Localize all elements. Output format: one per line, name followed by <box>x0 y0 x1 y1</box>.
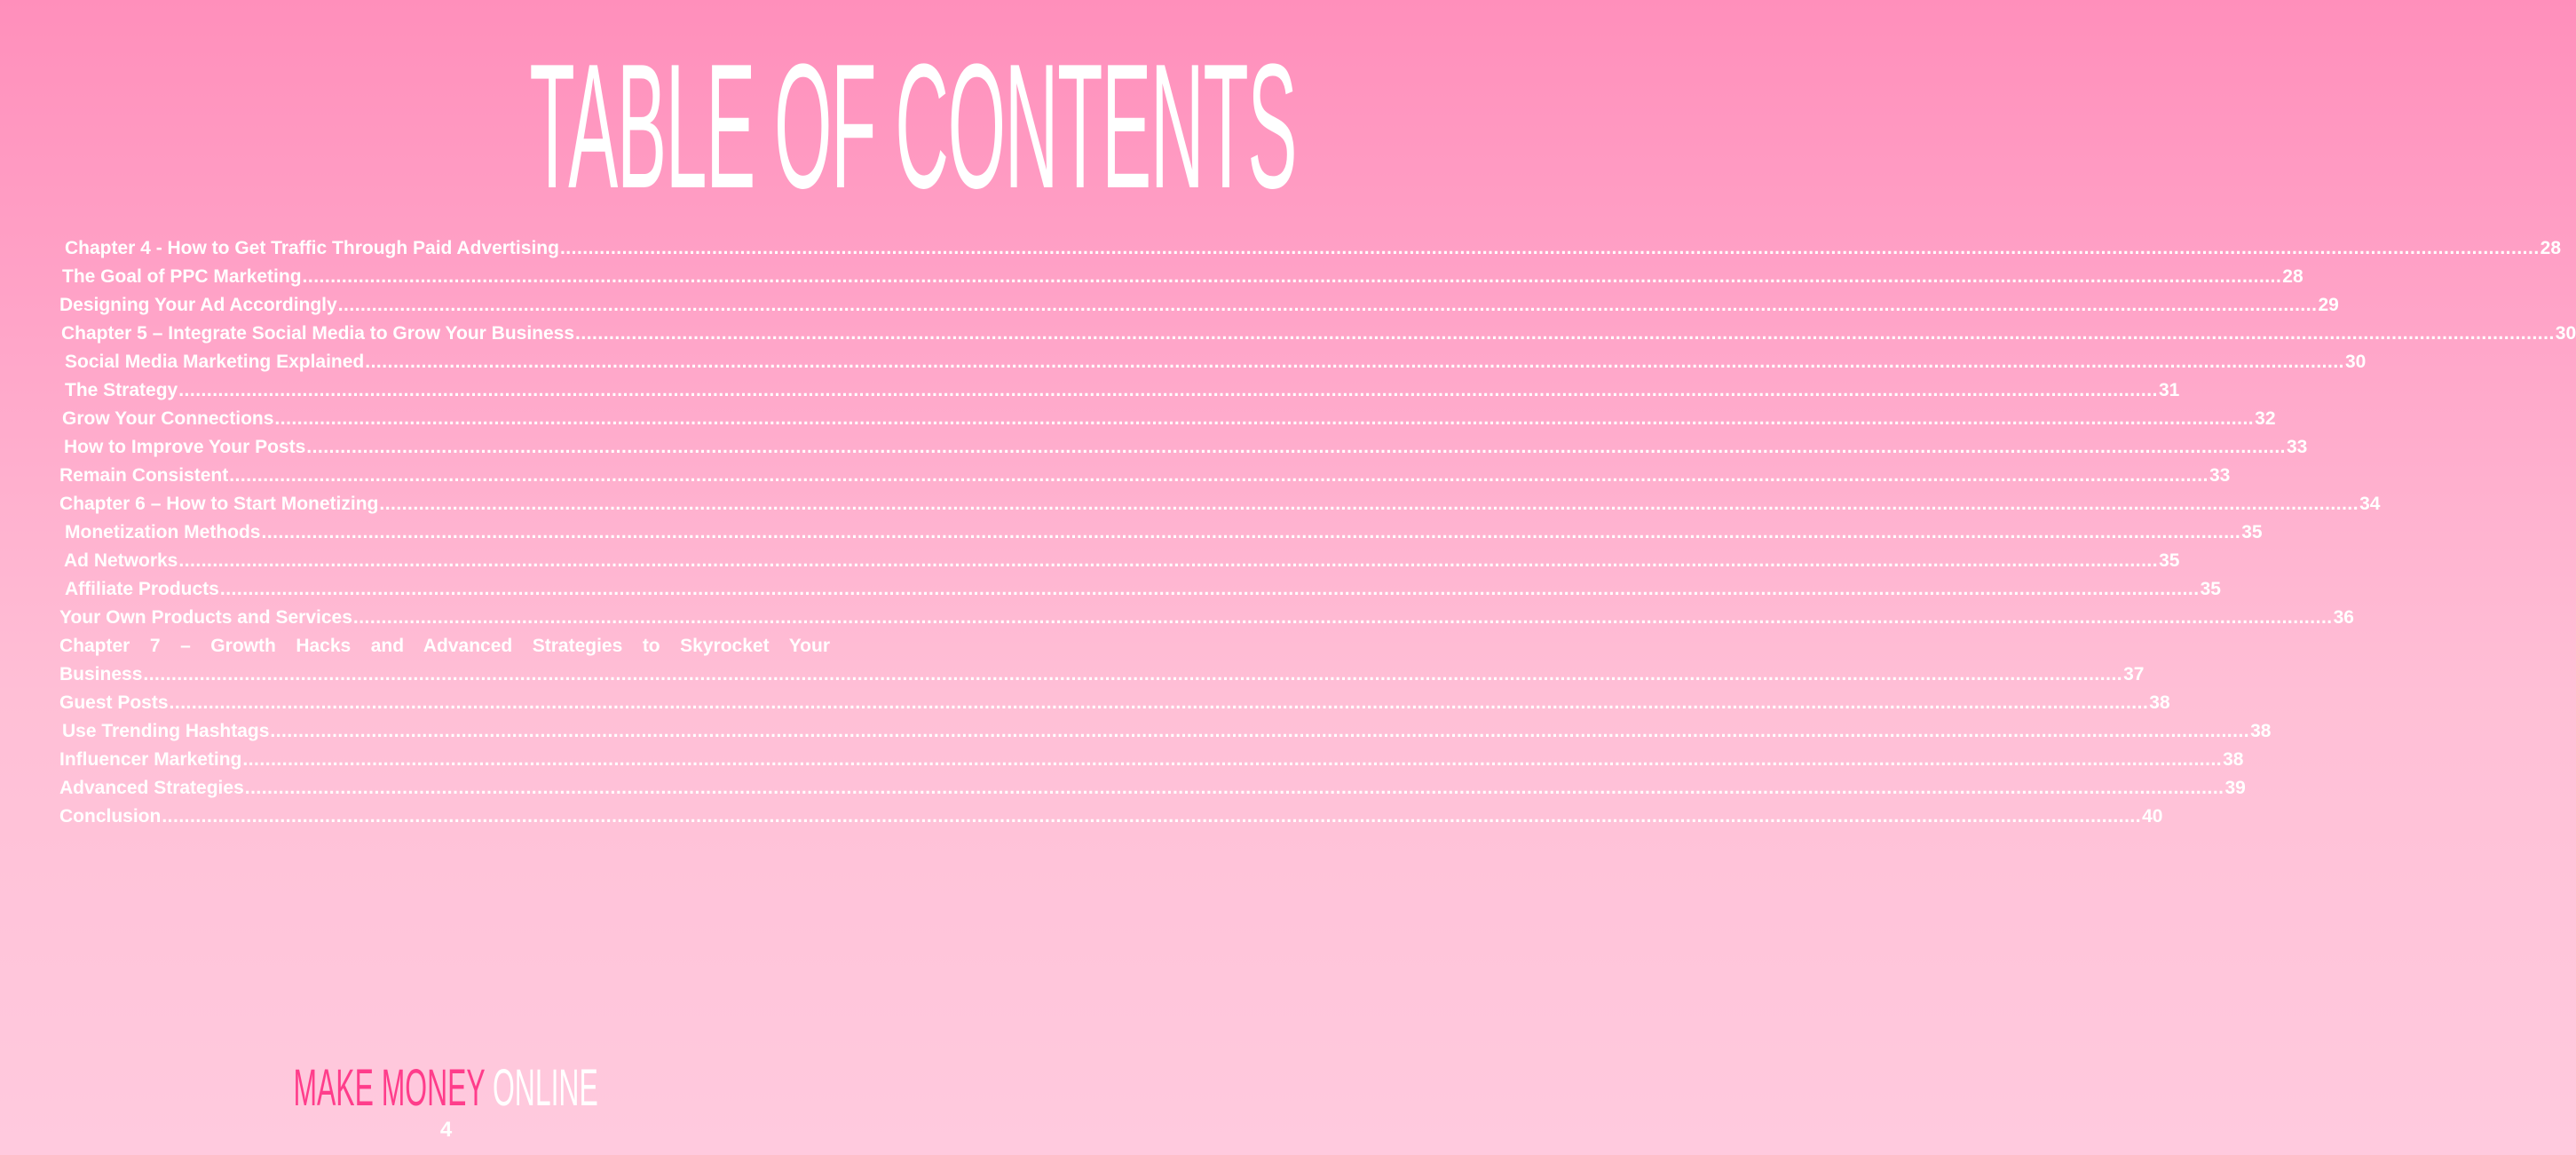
leader-dots <box>261 518 2240 547</box>
toc-entry-page: 35 <box>2159 550 2180 571</box>
toc-entry-page: 40 <box>2142 806 2163 827</box>
toc-entry-page: 35 <box>2200 579 2221 599</box>
toc-entry[interactable] <box>59 632 830 661</box>
toc-entry[interactable] <box>65 234 2562 263</box>
toc-entry-page: 36 <box>2333 607 2354 628</box>
toc-entry-label: Business <box>59 664 143 684</box>
toc-entry-label: Influencer Marketing <box>59 749 242 770</box>
toc-entry-label: Chapter 6 – How to Start Monetizing <box>59 494 379 514</box>
toc-entry[interactable] <box>65 518 2263 547</box>
toc-entry-label: Chapter 4 - How to Get Traffic Through Paid Advertising <box>65 238 559 258</box>
toc-entry-page: 39 <box>2224 778 2246 798</box>
toc-entry-page: 34 <box>2359 494 2381 514</box>
toc-entry-page: 28 <box>2282 266 2303 287</box>
toc-entry[interactable] <box>59 490 2381 518</box>
leader-dots <box>245 774 2224 803</box>
page-number: 4 <box>439 1118 453 1142</box>
toc-entry-label: Social Media Marketing Explained <box>65 352 365 372</box>
toc-entry-page: 29 <box>2318 295 2339 315</box>
toc-entry-page: 33 <box>2209 465 2231 486</box>
toc-entry[interactable] <box>59 462 2231 490</box>
brand-part-2: ONLINE <box>493 1059 599 1117</box>
toc-entry[interactable] <box>62 405 2276 433</box>
toc-entry[interactable] <box>65 348 2367 376</box>
leader-dots <box>560 234 2540 263</box>
toc-entry-page: 30 <box>2345 352 2367 372</box>
leader-dots <box>178 547 2158 575</box>
toc-entry[interactable] <box>64 547 2180 575</box>
toc-entry-label: Affiliate Products <box>65 579 219 599</box>
toc-entry[interactable] <box>59 689 2170 717</box>
toc-entry[interactable] <box>64 433 2308 462</box>
leader-dots <box>575 320 2555 348</box>
leader-dots <box>379 490 2359 518</box>
toc-entry-page: 31 <box>2158 380 2180 400</box>
toc-entry-label: Chapter 7 – Growth Hacks and Advanced Strategies to Skyrocket Your <box>59 636 830 656</box>
leader-dots <box>178 376 2158 405</box>
leader-dots <box>143 661 2122 689</box>
leader-dots <box>353 604 2333 632</box>
toc-entry[interactable] <box>59 774 2246 803</box>
leader-dots <box>242 746 2222 774</box>
toc-entry-label: How to Improve Your Posts <box>64 437 306 457</box>
toc-entry[interactable] <box>65 376 2180 405</box>
toc-entry-label: Advanced Strategies <box>59 778 244 798</box>
brand-part-1: MAKE MONEY <box>293 1059 494 1117</box>
toc-entry[interactable] <box>65 575 2221 604</box>
toc-entry-page: 30 <box>2555 323 2576 344</box>
leader-dots <box>170 689 2149 717</box>
toc-entry-label: Use Trending Hashtags <box>62 721 270 741</box>
toc-entry-page: 33 <box>2287 437 2308 457</box>
toc-entry[interactable] <box>59 746 2244 774</box>
toc-entry-page: 38 <box>2149 692 2170 713</box>
toc-entry[interactable] <box>62 717 2272 746</box>
toc-entry-label: The Goal of PPC Marketing <box>62 266 302 287</box>
leader-dots <box>270 717 2249 746</box>
toc-entry-page: 38 <box>2223 749 2244 770</box>
page-title <box>0 28 1297 225</box>
toc-entry-page: 32 <box>2255 408 2276 429</box>
toc-entry-label: Grow Your Connections <box>62 408 274 429</box>
toc-entry[interactable] <box>59 291 2339 320</box>
leader-dots <box>162 803 2141 831</box>
toc-entry[interactable] <box>59 803 2163 831</box>
toc-entry[interactable] <box>59 604 2354 632</box>
toc-entry-label: Remain Consistent <box>59 465 229 486</box>
toc-entry-label: Ad Networks <box>64 550 178 571</box>
toc-entry-label: Chapter 5 – Integrate Social Media to Grow Your Business <box>61 323 575 344</box>
leader-dots <box>220 575 2200 604</box>
leader-dots <box>303 263 2282 291</box>
toc-entry-label: Designing Your Ad Accordingly <box>59 295 337 315</box>
toc-entry-label: Monetization Methods <box>65 522 261 542</box>
toc-entry-page: 38 <box>2250 721 2272 741</box>
toc-entry[interactable] <box>59 661 2145 689</box>
leader-dots <box>229 462 2209 490</box>
leader-dots <box>306 433 2286 462</box>
page-title-text: TABLE OF CONTENTS <box>529 28 1297 225</box>
toc-entry[interactable] <box>62 263 2303 291</box>
leader-dots <box>365 348 2344 376</box>
toc-entry-page: 35 <box>2241 522 2263 542</box>
leader-dots <box>274 405 2254 433</box>
toc-entry[interactable] <box>61 320 2576 348</box>
toc-entry-label: Your Own Products and Services <box>59 607 352 628</box>
toc-entry-label: The Strategy <box>65 380 178 400</box>
toc-entry-label: Conclusion <box>59 806 162 827</box>
toc-entry-label: Guest Posts <box>59 692 169 713</box>
brand-footer <box>0 1059 892 1117</box>
leader-dots <box>338 291 2318 320</box>
toc-entry-page: 37 <box>2123 664 2145 684</box>
toc-entry-page: 28 <box>2540 238 2562 258</box>
